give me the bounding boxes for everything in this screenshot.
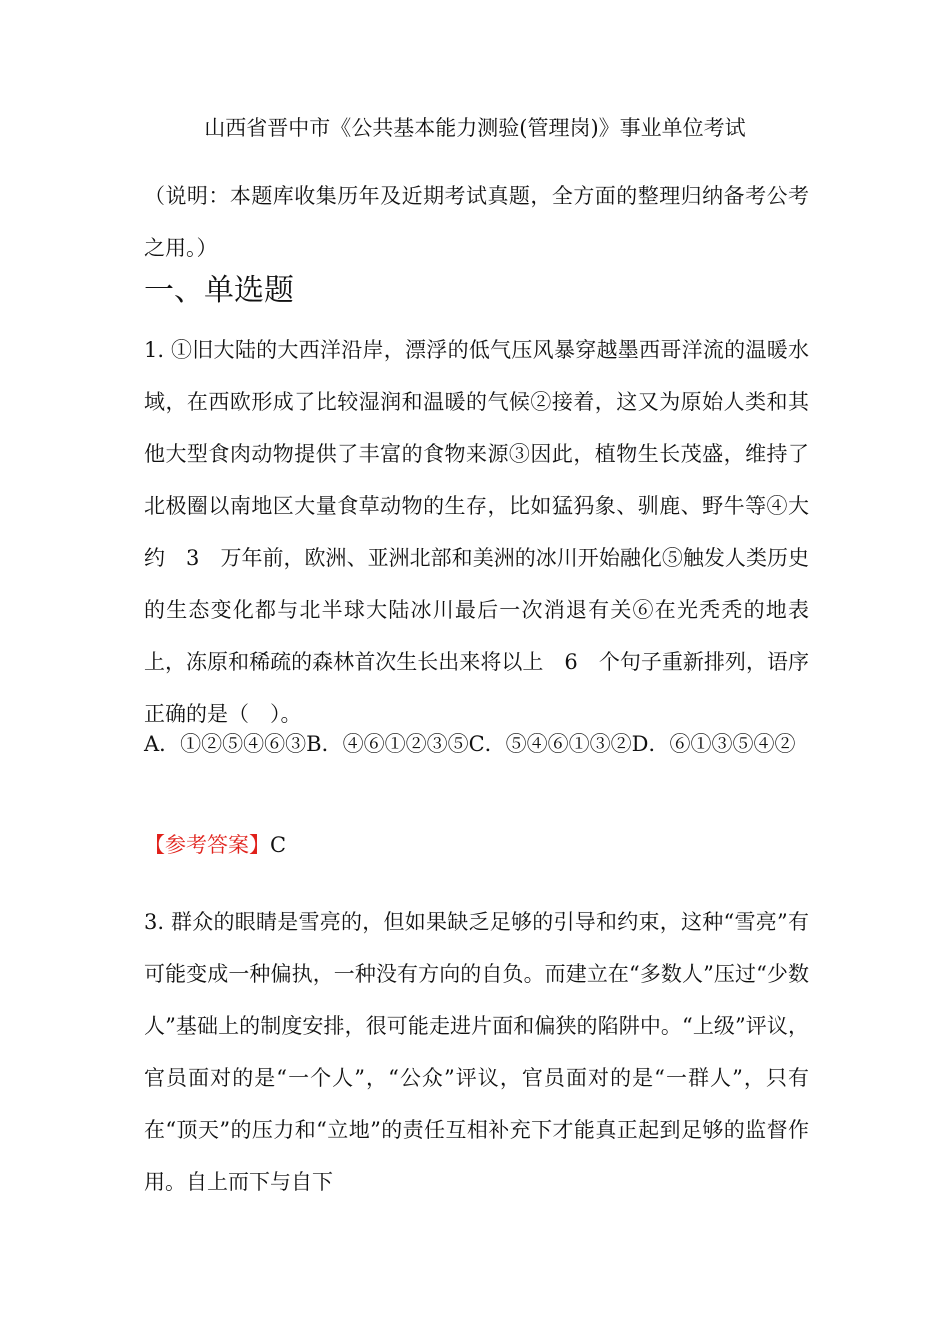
- question-1-stem: 1. ①旧大陆的大西洋沿岸，漂浮的低气压风暴穿越墨西哥洋流的温暖水域，在西欧形成了比较湿润和温暖的气候②接着，这又为原始人类和其他大型食肉动物提供了丰富的食物来源③因此，植物生长茂盛，维持了北极圈以南地区大量食草动物的生存，比如猛犸象、驯鹿、野牛等④大约 3 万年前，欧洲、亚洲北部和美洲的冰川开始融化⑤触发人类历史的生态变化都与北半球大陆冰川最后一次消退有关⑥在光秃秃的地表上，冻原和稀疏的森林首次生长出来将以上 6 个句子重新排列，语序正确的是（ ）。: [144, 338, 809, 726]
- question-1-options: A．①②⑤④⑥③B．④⑥①②③⑤C．⑤④⑥①③②D．⑥①③⑤④②: [144, 732, 796, 756]
- answer-label: 【参考答案】: [144, 833, 270, 857]
- answer-value: C: [270, 833, 287, 857]
- question-1-answer: [144, 823, 286, 867]
- intro-note: （说明：本题库收集历年及近期考试真题，全方面的整理归纳备考公考之用。）: [144, 184, 809, 260]
- question-3-stem: 3. 群众的眼睛是雪亮的，但如果缺乏足够的引导和约束，这种“雪亮”有可能变成一种偏执，一种没有方向的自负。而建立在“多数人”压过“少数人”基础上的制度安排，很可能走进片面和偏狭的陷阱中。“上级”评议，官员面对的是“一个人”，“公众”评议，官员面对的是“一群人”，只有在“顶天”的压力和“立地”的责任互相补充下才能真正起到足够的监督作用。自上而下与自下: [144, 910, 809, 1194]
- document-title: 山西省晋中市《公共基本能力测验(管理岗)》事业单位考试: [204, 116, 746, 140]
- section-heading: 一、单选题: [144, 273, 294, 308]
